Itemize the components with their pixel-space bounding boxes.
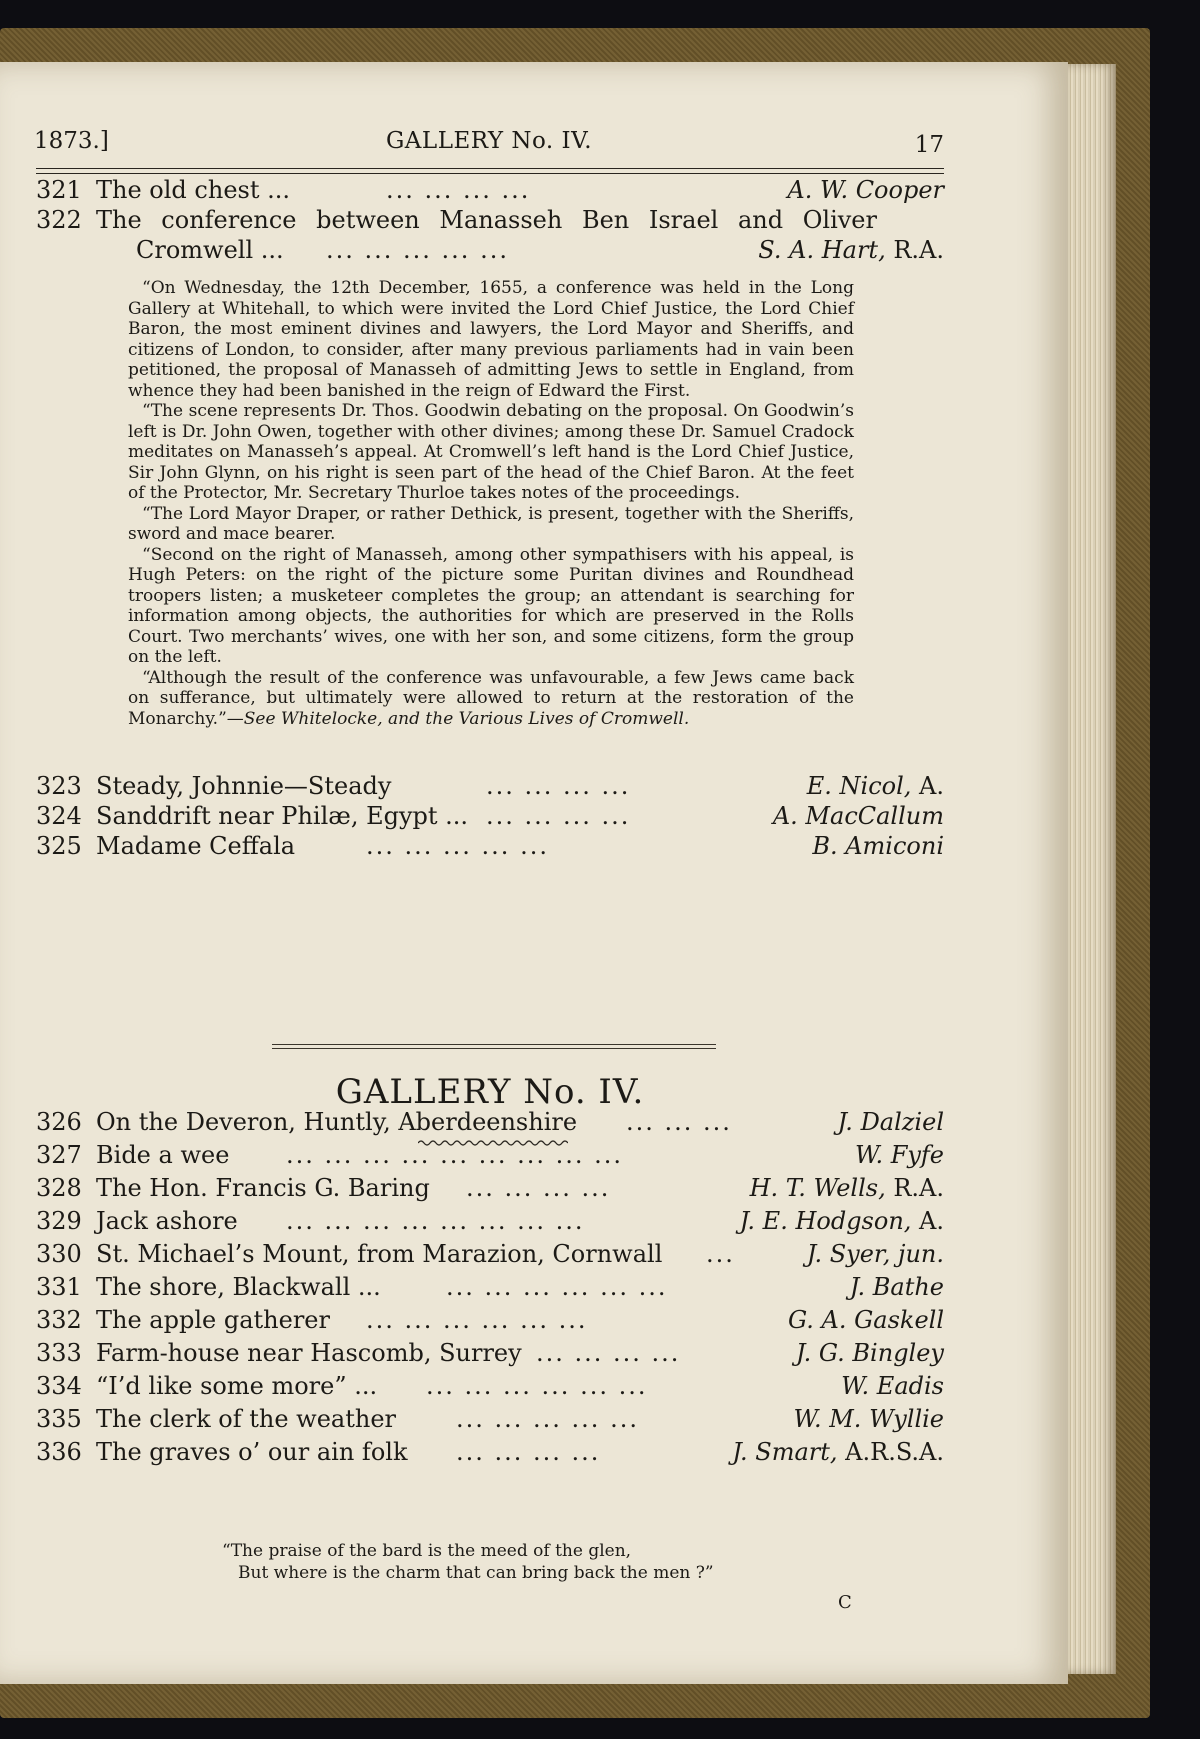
entry-artist: J. Dalziel — [837, 1108, 944, 1136]
entry-artist: J. Bathe — [849, 1273, 944, 1301]
entry-leader-dots: ... ... ... ... ... — [456, 1405, 639, 1433]
section-rule — [272, 1044, 716, 1049]
quote-paragraph: “Second on the right of Manasseh, among other sympathisers with his appeal, is Hugh Peters: on the right of the picture some Puritan divines and Roundhead troopers listen; a musketeer completes the group; an attendant is searching for information among objects, the authorities for which are preserved in the Rolls Court. Two merchants’ wives, one with her son, and some citizens, form the group on the left. — [128, 544, 854, 667]
entry-artist: S. A. Hart, R.A. — [758, 236, 944, 264]
entry-title: Bide a wee — [96, 1141, 230, 1169]
entry-leader-dots: ... ... ... ... — [536, 1339, 681, 1367]
catalogue-entry — [36, 1174, 944, 1206]
catalogue-entry — [36, 1438, 944, 1470]
entry-title: The shore, Blackwall ... — [96, 1273, 381, 1301]
entry-leader-dots: ... ... ... ... — [486, 802, 631, 830]
entry-leader-dots: ... ... ... ... ... ... ... ... — [286, 1207, 585, 1235]
entry-artist: W. Fyfe — [854, 1141, 944, 1169]
entry-number: 334 — [36, 1372, 82, 1400]
entry-title: The clerk of the weather — [96, 1405, 396, 1433]
entry-leader-dots: ... ... ... ... — [386, 176, 531, 204]
epigraph — [222, 1540, 714, 1584]
running-head-title: GALLERY No. IV. — [385, 128, 593, 154]
entry-leader-dots: ... ... ... ... ... ... ... ... ... — [286, 1141, 624, 1169]
entry-artist: A. MacCallum — [772, 802, 944, 830]
entry-title: The conference between Manasseh Ben Israel and Oliver — [96, 206, 877, 234]
quote-paragraph-last: “Although the result of the conference was unfavourable, a few Jews came back on sufferance, but ultimately were allowed to return at the restoration of the Monarchy.”—See Whitelocke, and the Various Lives of Cromwell. — [128, 667, 854, 729]
entry-title: The old chest ... — [96, 176, 290, 204]
entry-number: 329 — [36, 1207, 82, 1235]
catalogue-entry — [36, 1339, 944, 1371]
quote-paragraph: “On Wednesday, the 12th December, 1655, a conference was held in the Long Gallery at Whitehall, to which were invited the Lord Chief Justice, the Lord Chief Baron, the most eminent divines and lawyers, the Lord Mayor and Sheriffs, and citizens of London, to consider, after many previous parliaments had in vain been petitioned, the proposal of Manasseh of admitting Jews to settle in England, from whence they had been banished in the reign of Edward the First. — [128, 278, 854, 401]
entry-leader-dots: ... ... ... ... — [486, 772, 631, 800]
entry-leader-dots: ... ... ... ... — [466, 1174, 611, 1202]
entry-title: St. Michael’s Mount, from Marazion, Cornwall — [96, 1240, 663, 1268]
entry-number: 330 — [36, 1240, 82, 1268]
entry-artist: W. M. Wyllie — [793, 1405, 944, 1433]
entry-number: 332 — [36, 1306, 82, 1334]
entry-leader-dots: ... ... ... ... — [456, 1438, 601, 1466]
entry-artist: B. Amiconi — [812, 832, 944, 860]
catalogue-entry — [36, 1108, 944, 1140]
quote-source: —See Whitelocke, and the Various Lives of Cromwell. — [226, 708, 690, 729]
catalogue-entry — [36, 1240, 944, 1272]
signature-mark: C — [838, 1592, 852, 1613]
entry-artist: A. W. Cooper — [787, 176, 944, 204]
catalogue-entry — [36, 1141, 944, 1173]
entry-number: 321 — [36, 176, 82, 204]
catalogue-entry — [36, 832, 944, 864]
epigraph-line: “The praise of the bard is the meed of the glen, — [222, 1541, 632, 1561]
entry-number: 336 — [36, 1438, 82, 1466]
entry-title: The graves o’ our ain folk — [96, 1438, 408, 1466]
entry-number: 328 — [36, 1174, 82, 1202]
running-head — [34, 128, 944, 168]
catalogue-entry — [36, 1372, 944, 1404]
entry-artist: J. Syer, jun. — [806, 1240, 944, 1268]
entry-title: On the Deveron, Huntly, Aberdeenshire — [96, 1108, 578, 1136]
entry-artist: J. G. Bingley — [795, 1339, 944, 1367]
catalogue-entry — [36, 802, 944, 834]
catalogue-entry — [36, 772, 944, 804]
header-rule — [36, 168, 944, 174]
entry-number: 325 — [36, 832, 82, 860]
entry-artist: J. Smart, A.R.S.A. — [732, 1438, 944, 1466]
entry-title: “I’d like some more” ... — [96, 1372, 378, 1400]
entry-number: 335 — [36, 1405, 82, 1433]
entry-title-continued: Cromwell ... — [136, 236, 284, 264]
entry-artist: G. A. Gaskell — [787, 1306, 944, 1334]
entry-number: 331 — [36, 1273, 82, 1301]
entry-title: Jack ashore — [96, 1207, 238, 1235]
book-page — [0, 62, 1068, 1684]
quote-paragraph: “The scene represents Dr. Thos. Goodwin debating on the proposal. On Goodwin’s left is Dr. John Owen, together with other divines; among these Dr. Samuel Cradock meditates on Manasseh’s appeal. At Cromwell’s left hand is the Lord Chief Justice, Sir John Glynn, on his right is seen part of the head of the Chief Baron. At the feet of the Protector, Mr. Secretary Thurloe takes notes of the proceedings. — [128, 401, 854, 503]
catalogue-entry-continuation — [36, 236, 944, 268]
entry-number: 333 — [36, 1339, 82, 1367]
entry-title: The Hon. Francis G. Baring — [96, 1174, 430, 1202]
entry-number: 327 — [36, 1141, 82, 1169]
entry-title: Farm-house near Hascomb, Surrey — [96, 1339, 522, 1367]
entry-number: 323 — [36, 772, 82, 800]
entry-leader-dots: ... ... ... — [626, 1108, 732, 1136]
entry-artist: J. E. Hodgson, A. — [739, 1207, 944, 1235]
catalogue-entry — [36, 1207, 944, 1239]
entry-leader-dots: ... ... ... ... ... ... — [366, 1306, 588, 1334]
catalogue-entry — [36, 206, 944, 238]
entry-title: Steady, Johnnie—Steady — [96, 772, 392, 800]
entry-number: 326 — [36, 1108, 82, 1136]
page-number: 17 — [914, 132, 944, 158]
catalogue-entry — [36, 176, 944, 208]
entry-title: The apple gatherer — [96, 1306, 330, 1334]
catalogue-entry — [36, 1273, 944, 1305]
section-heading: GALLERY No. IV. — [335, 1072, 645, 1112]
entry-artist: W. Eadis — [841, 1372, 944, 1400]
catalogue-entry — [36, 1405, 944, 1437]
entry-number: 324 — [36, 802, 82, 830]
entry-number: 322 — [36, 206, 82, 234]
entry-title: Madame Ceffala — [96, 832, 296, 860]
entry-title: Sanddrift near Philæ, Egypt ... — [96, 802, 469, 830]
catalogue-entry — [36, 1306, 944, 1338]
entry-leader-dots: ... — [706, 1240, 735, 1268]
epigraph-line: But where is the charm that can bring back the men ?” — [238, 1563, 714, 1583]
quote-paragraph: “The Lord Mayor Draper, or rather Dethick, is present, together with the Sheriffs, sword and mace bearer. — [128, 503, 854, 544]
description-quote — [128, 278, 854, 729]
entry-leader-dots: ... ... ... ... ... — [326, 236, 509, 264]
entry-leader-dots: ... ... ... ... ... ... — [426, 1372, 648, 1400]
entry-artist: H. T. Wells, R.A. — [749, 1174, 944, 1202]
entry-artist: E. Nicol, A. — [806, 772, 944, 800]
entry-leader-dots: ... ... ... ... ... — [366, 832, 549, 860]
running-head-year: 1873.] — [34, 128, 109, 154]
entry-leader-dots: ... ... ... ... ... ... — [446, 1273, 668, 1301]
